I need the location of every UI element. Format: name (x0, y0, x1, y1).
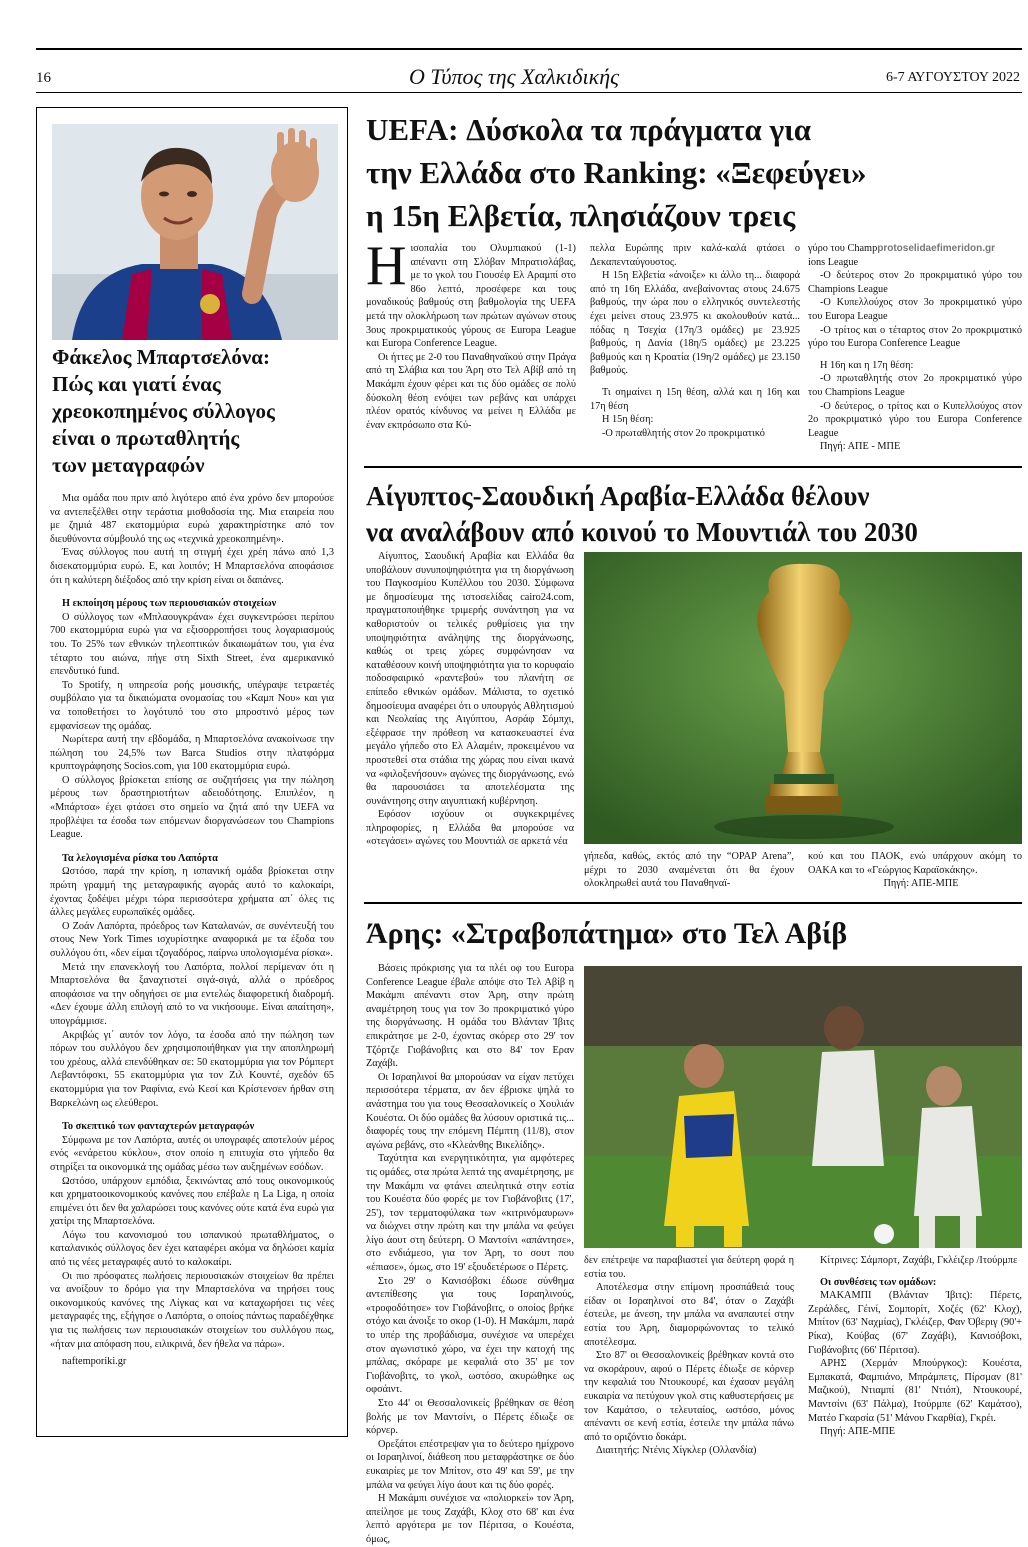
paragraph: Μια ομάδα που πριν από λιγότερο από ένα χρόνο δεν μπορούσε να αντεπεξέλθει στην τεράστια μισθοδοσία της. Μια εταιρεία που με ζημιά 487 εκατομμύρια ευρώ χαρακτηρίστηκε από τον διευθύνοντα σύμβουλό της ως «τεχνικά χρεοκοπημένη». (50, 493, 334, 545)
left-article-title (52, 344, 332, 479)
aris-column-3 (808, 1254, 1022, 1439)
drop-cap: Η (366, 235, 407, 297)
paragraph: ions League (808, 256, 859, 268)
aris-article-title: Άρης: «Στραβοπάτημα» στο Τελ Αβίβ (366, 917, 848, 950)
worldcup-trophy-photo (584, 552, 1022, 844)
worldcup-column-1 (366, 550, 574, 849)
paragraph: ΑΡΗΣ (Χερμάν Μπούργκος): Κουέστα, Εμπακατά, Φαμπιάνο, Μπράμπετς, Πίρσμαν (81' Μαζικού), Ντιαμπί (81' Ντιόπ), Ντουκουρέ, Μαντσίνι (63' Πάλμα), Ιτούρμπε (62' Καμάτσο), Ματέο Γκαρσία (51' Μάνου Γκαρθία), Γκρέι. (808, 1358, 1022, 1424)
left-article-body (50, 492, 334, 1369)
paragraph: Τι σημαίνει η 15η θέση, αλλά και η 16η και 17η θέση (590, 386, 800, 412)
aris-column-1 (366, 962, 574, 1547)
paragraph: Στο 44' οι Θεσσαλονικείς βρέθηκαν σε θέση βολής με τον Μαντσίνι, ο Πέρετς έδιωξε σε κόρνερ. (366, 1398, 574, 1437)
paragraph: Ο σύλλογος βρίσκεται επίσης σε συζητήσεις για την πώληση μέρους των δραστηριοτήτων αδειοδότησης. Επιπλέον, η «Μπάρτσα» έχει φτάσει στο σημείο να ζητά από την UEFA να προβλέψει τα έσοδα των επόμενων διοργανώσεων του Champions League. (50, 774, 334, 841)
source-credit: Πηγή: ΑΠΕ - ΜΠΕ (820, 441, 901, 453)
player-illustration (52, 124, 338, 340)
masthead: Ο Τύπος της Χαλκιδικής (408, 64, 620, 89)
paragraph: Διαιτητής: Ντένις Χίγκλερ (Ολλανδία) (596, 1445, 757, 1457)
paragraph: -Ο τρίτος και ο τέταρτος στον 2ο προκριματικό γύρο του Europa Conference League (808, 324, 1022, 350)
trophy-illustration (584, 552, 1022, 844)
source-credit: naftemporiki.gr (62, 1356, 127, 1368)
paragraph: Η Μακάμπι συνέχισε να «πολιορκεί» τον Άρη, απείλησε με τους Ζαχάβι, Κλοχ στο 68' και ένα λεπτό αργότερα με τον Πέριτσα, ο Κουέστα, όμως, (366, 1493, 574, 1545)
paragraph: Στο 29' ο Κανισόβσκι έδωσε σύνθημα αντεπίθεσης για τους Ισραηλινούς, «τροφοδότησε» τον Γιοβάνοβιτς, ο οποίος βρήκε στόχο και άνοιξε το σκορ (1-0). Η Μακάμπι, παρά το υπέρ της προβάδισμα, συνέχισε να υπερέχει στον αγωνιστικό χώρο, να έχει την κατοχή της μπάλας, σκόραρε με κεφαλιά στο 35' με τον Γιοβάνοβιτς, το γκολ, ωστόσο, ακυρώθηκε ως οφσάιντ. (366, 1275, 574, 1396)
paragraph: -Ο Κυπελλούχος στον 3ο προκριματικό γύρο του Europa League (808, 297, 1022, 322)
worldcup-column-3 (808, 850, 1022, 891)
section-heading: Οι συνθέσεις των ομάδων: (820, 1276, 937, 1288)
source-credit: Πηγή: ΑΠΕ-ΜΠΕ (820, 1426, 896, 1438)
paragraph: Ωστόσο, υπάρχουν εμπόδια, ξεκινώντας από τους οικονομικούς και χρηματοοικονομικούς κανόνες που επέβαλε η La Liga, η οποία επιμένει ότι δεν θα χαλαρώσει τους κανόνες ούτε κατά ένα ευρώ για χατίρι της Μπαρτσελόνα. (50, 1175, 334, 1228)
article-separator (364, 466, 1022, 468)
paragraph: Εφόσον ισχύουν οι συγκεκριμένες πληροφορίες, η Ελλάδα θα μπορούσε να «στεγάσει» αγώνες του Μουντιάλ σε αρκετά νέα (366, 809, 574, 848)
uefa-title-line: την Ελλάδα στο Ranking: «Ξεφεύγει» (366, 155, 867, 190)
match-action-photo (584, 966, 1022, 1248)
text-fragment: γύρο του Champ (808, 243, 878, 254)
paragraph: Οι ήττες με 2-0 του Παναθηναϊκού στην Πράγα από τη Σλάβια και του Άρη στο Τελ Αβίβ από τη Μακάμπι έχουν φέρει και τις δύο ομάδες σε πολύ δύσκολη θέση ενόψει των ρεβάνς και υπάρχει πλέον ορατός κίνδυνος να μείνει η Ελλάδα με έναν εκπρόσωπο στα Κύ- (366, 351, 576, 431)
paragraph: δεν επέτρεψε να παραβιαστεί για δεύτερη φορά η εστία του. (584, 1255, 794, 1280)
paragraph: Ο σύλλογος των «Μπλαουγκράνα» έχει συγκεντρώσει περίπου 700 εκατομμύρια ευρώ για να εξισορροπήσει τους λογαριασμούς του. Το 25% των εθνικών τηλεοπτικών δικαιωμάτων του, για ένα τέταρτο του αιώνα, πήγε στη Sixth Street, ένα αμερικανικό επενδυτικό fund. (50, 611, 334, 678)
paragraph: -Ο δεύτερος, ο τρίτος και ο Κυπελλούχος στον 2ο προκριματικό γύρο του Europa Conference League (808, 400, 1022, 439)
watermark: protoselidaefimeridon.gr (877, 243, 996, 254)
paragraph: Η 15η Ελβετία «άνοιξε» κι άλλο τη... διαφορά από τη 16η Ελλάδα, ανεβαίνοντας στους 24.675 βαθμούς, την ώρα που ο ελληνικός συντελεστής έχει μείνει στους 23.975 κι ακολουθούν κατά... πόδας η Τσεχία (17η/3 ομάδες) με 23.925 βαθμούς, η Δανία (18η/5 ομάδες) με 23.225 βαθμούς και η Κροατία (19η/2 ομάδες) με 23.150 βαθμούς. (590, 270, 800, 377)
top-rule (36, 48, 1022, 50)
header-rule (36, 92, 1022, 93)
issue-date: 6-7 ΑΥΓΟΥΣΤΟΥ 2022 (885, 70, 1020, 85)
paragraph: Μετά την επανεκλογή του Λαπόρτα, πολλοί περίμεναν ότι η Μπαρτσελόνα θα ξαναχτιστεί σιγά-σιγά, αλλά ο πρόεδρος αποφάσισε να την οδηγήσει σε μια εντελώς διαφορετική διαδρομή. «Δεν έχουμε άλλη επιλογή από το να νικήσουμε. Είναι απαίτηση», υπογράμμισε. (50, 961, 334, 1027)
paragraph: Στο 87' οι Θεσσαλονικείς βρέθηκαν κοντά στο να σκοράρουν, αφού ο Πέρετς έδιωξε σε κόρνερ την κεφαλιά του Ντουκουρέ, και έχασαν μεγάλη ευκαιρία να πετύχουν γκολ στις καθυστερήσεις με τον Καμάτσο, ο τελευταίος, ωστόσο, μόνος απέναντι σε κενή εστία, έστειλε την μπάλα πάνω από το οριζόντιο δοκάρι. (584, 1350, 794, 1443)
section-heading: Τα λελογισμένα ρίσκα του Λαπόρτα (62, 852, 218, 864)
paragraph: Αίγυπτος, Σαουδική Αραβία και Ελλάδα θα υποβάλουν συνυποψηφιότητα για τη διοργάνωση του Παγκοσμίου Κυπέλλου του 2030. Σύμφωνα με δημοσίευμα της ιστοσελίδας cairo24.com, πραγματοποιήθηκε τριμερής συνάντηση για να καθοριστούν οι τελικές ρυθμίσεις για την υποψηφιότητα ανάληψης της διοργάνωσης, καθώς οι τρεις χώρες συμφώνησαν να καταθέσουν κοινή υποψηφιότητα για το κορυφαίο ποδοσφαιρικό «ραντεβού» του πλανήτη σε επίπεδο εθνικών ομάδων. Μάλιστα, το σχετικό δημοσίευμα αναφέρει ότι ο υπουργός Αθλητισμού και Νεολαίας της Αιγύπτου, Ασράφ Σόμπχι, εξέφρασε την πρόθεση να κατασκευαστεί ένα μεγάλο γήπεδο στο Ελ Αλαμέιν, προκειμένου να προστεθεί στα στάδια της χώρας που είναι ικανά να «φιλοξενήσουν» αγώνες της διοργάνωσης, ενώ θα παρουσιάσει τα αποτελέσματα της συνάντησης στην αιγυπτιακή κυβέρνηση. (366, 551, 574, 807)
match-illustration (584, 966, 1022, 1248)
paragraph: ισοπαλία του Ολυμπιακού (1-1) απέναντι στη Σλόβαν Μπρατισλάβας, με το γκολ του Γιουσέφ Ελ Αραμπί στο 86ο λεπτό, προσέφερε και τους μοναδικούς βαθμούς στη βαθμολογία της UEFA μετά την ολοκλήρωση των πρώτων αγώνων στους 3ους προκριματικούς γύρους σε Europa League και Europa Conference League. (366, 243, 576, 350)
left-title-line: Φάκελος Μπαρτσελόνα: (52, 345, 270, 369)
paragraph: Νωρίτερα αυτή την εβδομάδα, η Μπαρτσελόνα ανακοίνωσε την πώληση του 24,5% των Barca Studios στην πλατφόρμα κρυπτογράφησης Socios.com, για 100 εκατομμύρια ευρώ. (50, 734, 334, 773)
paragraph: Βάσεις πρόκρισης για τα πλέι οφ του Europa Conference League έβαλε απόψε στο Τελ Αβίβ η Μακάμπι απέναντι στον Άρη, στην πρώτη αναμέτρηση τους για τον 3ο προκριματικό γύρο της διοργάνωσης. Η ομάδα του Βλάνταν Ίβιτς επικράτησε με 2-0, έχοντας σκόρερ στο 29' τον Τζόρτζε Γιοβάνοβιτς και στο 84' τον Εραν Ζαχάβι. (366, 963, 574, 1070)
uefa-title-line: UEFA: Δύσκολα τα πράγματα για (366, 112, 811, 147)
paragraph: Κίτρινες: Σάμπορτ, Ζαχάβι, Γκλέιζερ /Ιτούρμπε (820, 1255, 1018, 1266)
paragraph: Η 15η θέση: (602, 414, 654, 426)
worldcup-column-2 (584, 850, 794, 891)
paragraph: Αποτέλεσμα στην επίμονη προσπάθειά τους είδαν οι Ισραηλινοί στο 84', όταν ο Ζαχάβι έστειλε, με άνεση, την μπάλα να αναπαυτεί στην εστία του Άρη, διαμορφώνοντας το τελικό αποτέλεσμα. (584, 1282, 794, 1348)
article-separator (364, 902, 1022, 904)
paragraph: Ένας σύλλογος που αυτή τη στιγμή έχει χρέη πάνω από 1,3 δισεκατομμύρια ευρώ. Ε, και λοιπόν; Η Μπαρτσελόνα αποφάσισε ότι η καλύτερη διέξοδος από την κρίση είναι οι δαπάνες. (50, 547, 334, 586)
aris-column-2 (584, 1254, 794, 1458)
paragraph: -Ο πρωταθλητής στον 2ο προκριματικό (602, 427, 765, 439)
left-title-line: των μεταγραφών (52, 453, 205, 477)
paragraph: ΜΑΚΑΜΠΙ (Βλάνταν Ίβιτς): Πέρετς, Ζεράλδες, Γέινί, Σομπορίτ, Χοζές (62' Κλοχ), Μπίτον (63' Ναχμίας), Γκλέιζερ, Φαν Όβεριγ (90'+ Ρίκα), Κούβας (67' Ζαχάβι), Κανισόβσκι, Γιοβάνοβιτς (66' Πέριτσα). (808, 1290, 1022, 1356)
paragraph: Ακριβώς γι΄ αυτόν τον λόγο, τα έσοδα από την πώληση των πόρων του συλλόγου δεν χρησιμοποιήθηκαν για την αποπληρωμή του χρέους, αλλά επενδύθηκαν σε: 50 εκατομμύρια για τον Ρόμπερτ Λεβαντόφσκι, 55 εκατομμύρια για τον Ζιλ Κουντέ, σχεδόν 65 εκατομμύρια για τον Ραφίνια, ενώ Κεσί και Κρίστενσεν ήρθαν στη Βαρκελώνη ως ελεύθεροι. (50, 1029, 334, 1109)
uefa-article-title (366, 108, 1022, 237)
paragraph: -Ο πρωταθλητής στον 2ο προκριματικό γύρο του Champions League (808, 373, 1022, 398)
left-title-line: Πώς και γιατί ένας (52, 372, 221, 396)
uefa-column-1 (366, 235, 576, 432)
lewandowski-photo (52, 124, 338, 340)
paragraph: Ορεξάτοι επέστρεψαν για το δεύτερο ημίχρονο οι Ισραηλινοί, διάθεση που μεταφράστηκε σε δύο ευκαιρίες με τον Μπίτον, στο 49' και 59', με την μπάλα να φεύγει λίγο άουτ και τις δύο φορές. (366, 1438, 574, 1491)
paragraph: πελλα Ευρώπης πριν καλά-καλά φτάσει ο Δεκαπενταύγουστος. (590, 243, 800, 268)
wc-title-line: Αίγυπτος-Σαουδική Αραβία-Ελλάδα θέλουν (366, 481, 870, 511)
paragraph: γήπεδα, καθώς, εκτός από την “OPAP Arena”, μέχρι το 2030 αναμένεται ότι θα έχουν ολοκληρωθεί αυτά του Παναθηναϊ- (584, 851, 794, 890)
paragraph: κού και του ΠΑΟΚ, ενώ υπάρχουν ακόμη το ΟΑΚΑ και το «Γεώργιος Καραϊσκάκης». (808, 851, 1022, 876)
uefa-column-2 (590, 242, 800, 440)
source-credit: Πηγή: ΑΠΕ-ΜΠΕ (883, 878, 959, 890)
paragraph: Ωστόσο, παρά την κρίση, η ισπανική ομάδα βρίσκεται στην πρώτη γραμμή της μεταγραφικής αγοράς αυτό το καλοκαίρι, έχοντας ξοδέψει μέχρι τώρα περισσότερα χρήματα απ΄ όλες τις άλλες μεγάλες ευρωπαϊκές ομάδες. (50, 866, 334, 919)
section-heading: Η εκποίηση μέρους των περιουσιακών στοιχείων (62, 598, 277, 610)
paragraph: Λόγω του κανονισμού του ισπανικού πρωταθλήματος, ο καταλανικός σύλλογος δεν έχει καταφέρει ακόμα να δηλώσει καμία από τις νέες μεταγραφές αυτό το καλοκαίρι. (50, 1229, 334, 1269)
paragraph: Ταχύτητα και ενεργητικότητα, για αμφότερες τις ομάδες, στα πρώτα λεπτά της αναμέτρησης, με την Μακάμπι να φτάνει απειλητικά στην εστία του Κουέστα δύο φορές με τον Γιοβάνοβιτς (17', 25'), τον τερματοφύλακα των «κιτρινόμαυρων» να διώχνει στην πρώτη και την μπάλα να φεύγει λίγο άουτ στη δεύτερη. Ο Μαντσίνι «απάντησε», στο ενδιάμεσο, για τον Άρη, το σουτ που «έπιασε», όμως, στο 19' εξουδετέρωσε ο Πέρετς. (366, 1153, 574, 1274)
page-number: 16 (36, 70, 51, 86)
uefa-title-line: η 15η Ελβετία, πλησιάζουν τρεις (366, 198, 796, 233)
paragraph: Ο Ζοάν Λαπόρτα, πρόεδρος των Καταλανών, σε συνέντευξή του στους New York Times ισχυρίστηκε αναφορικά με τα έξοδα του συλλόγου ότι, «δεν είμαι τζογαδόρος, παίρνω υπολογισμένα ρίσκα». (50, 920, 334, 959)
paragraph: Οι πιο πρόσφατες πωλήσεις περιουσιακών στοιχείων θα πρέπει να ανοίξουν το δρόμο για την Μπαρτσελόνα να τηρήσει τους οικονομικούς κανόνες της Λίγκας και να καταχωρήσει τις νέες μεταγραφές της, εξήγησε ο Λαπόρτα, ο οποίος πάντως παραδέχθηκε για τις πωλήσεις των περιουσιακών στοιχείων του συλλόγου πως, «ήταν μια απόφαση που, ειλικρινά, δεν ήθελα να πάρω». (50, 1270, 334, 1350)
left-title-line: χρεοκοπημένος σύλλογος (52, 399, 275, 423)
paragraph: Η 16η και η 17η θέση: (820, 359, 914, 371)
paragraph: -Ο δεύτερος στον 2ο προκριματικό γύρο του Champions League (808, 270, 1022, 295)
worldcup-article-title (366, 478, 1022, 550)
section-heading: Το σκεπτικό των φανταχτερών μεταγραφών (62, 1121, 255, 1133)
paragraph: Σύμφωνα με τον Λαπόρτα, αυτές οι υπογραφές αποτελούν μέρος ενός «ενάρετου κύκλου», στον οποίο η επιτυχία στο γήπεδο θα στηρίξει τα οικονομικά της ομάδας μέσω των αυξημένων εσόδων. (50, 1134, 334, 1173)
left-title-line: είναι ο πρωταθλητής (52, 426, 240, 450)
paragraph: Το Spotify, η υπηρεσία ροής μουσικής, υπέγραψε τετραετές συμβόλαιο για τα δικαιώματα ονομασίας του «Καμπ Νου» και για να τοποθετήσει το λογότυπό του στο μπροστινό μέρος των εμφανίσεων της ομάδας. (50, 679, 334, 732)
paragraph: Οι Ισραηλινοί θα μπορούσαν να είχαν πετύχει περισσότερα τέρματα, αν δεν έβρισκε ψηλά το ανάστημα του για τους Θεσσαλονικείς ο Χουλιάν Κουέστα. Οι δύο ομάδες θα λύσουν οριστικά τις... διαφορές τους την επόμενη Πέμπτη (11/8), στον αγώνα ρεβάνς, στο «Κλεάνθης Βικελίδης». (366, 1071, 574, 1151)
uefa-column-3 (808, 242, 1022, 454)
wc-title-line: να αναλάβουν από κοινού το Μουντιάλ του 2030 (366, 517, 918, 547)
